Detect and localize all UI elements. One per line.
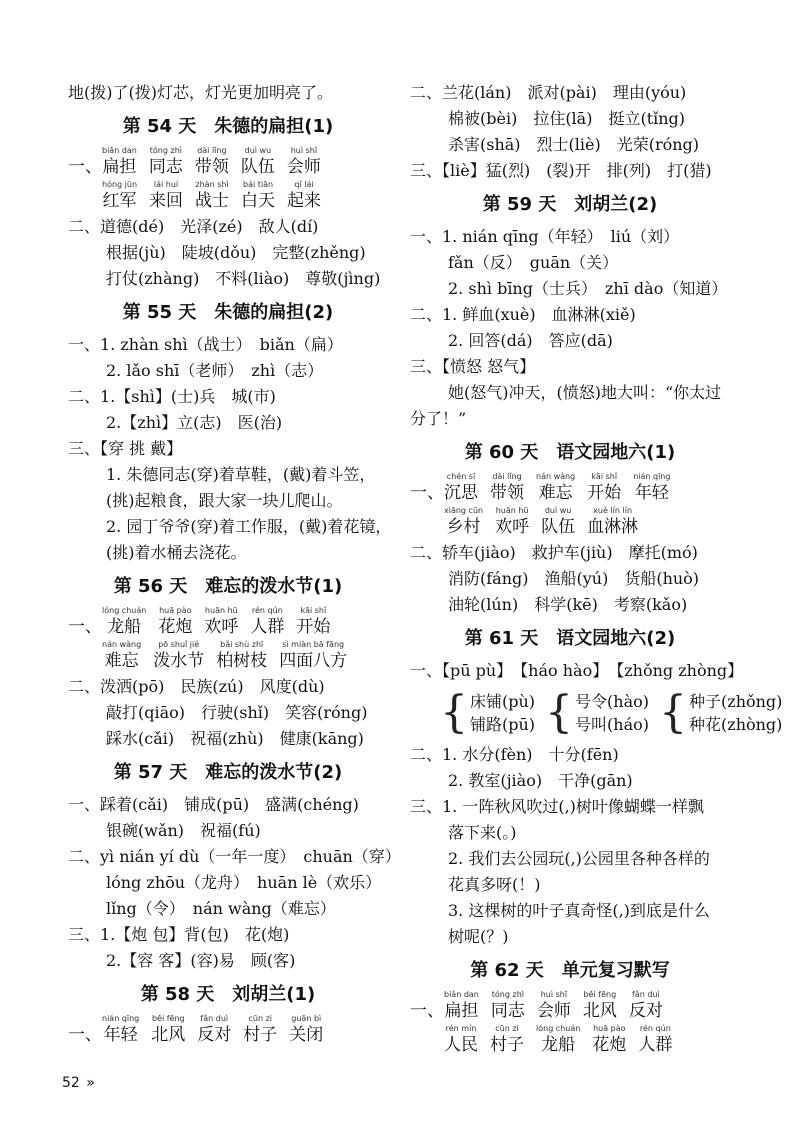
text-line: 踩水(cǎi) 祝福(zhù) 健康(kāng) xyxy=(106,729,364,748)
characters: 红军 xyxy=(102,191,137,211)
text-line: 二、1. 鲜血(xuè) 血淋淋(xiě) xyxy=(410,305,636,324)
text-line: 根据(jù) 陡坡(dǒu) 完整(zhěng) xyxy=(106,243,366,262)
characters: 年轻 xyxy=(634,483,669,503)
word xyxy=(289,1014,323,1046)
section-title-day-57: 第 57 天 难忘的泼水节(2) xyxy=(113,762,343,783)
pinyin: nán wàng xyxy=(536,472,576,481)
characters: 龙船 xyxy=(541,1035,576,1055)
word xyxy=(102,180,137,212)
pinyin: lóng chuán xyxy=(102,606,147,615)
brace-group-row xyxy=(410,687,783,738)
pinyin: lóng chuán xyxy=(536,1024,581,1033)
text-line: 消防(fáng) 渔船(yú) 货船(huò) xyxy=(448,569,700,588)
word xyxy=(216,640,267,672)
text-line: 一、【pū pù】 【háo hào】 【zhǒng zhòng】 xyxy=(410,661,744,680)
pinyin-word-row xyxy=(410,506,730,538)
text-line: 落下来(。) xyxy=(448,823,517,842)
word xyxy=(633,472,670,504)
characters: 反对 xyxy=(628,1001,663,1021)
characters: 沉思 xyxy=(444,483,478,503)
characters: 泼水节 xyxy=(153,651,205,671)
word-pair-item: 号叫(háo) xyxy=(575,715,650,734)
left-column xyxy=(68,80,401,1048)
word xyxy=(241,180,275,212)
pinyin: nián qīng xyxy=(102,1014,140,1023)
text-line: 二、yì nián yí dù（一年一度） chuān（穿） xyxy=(68,847,401,866)
pinyin: bái tiān xyxy=(242,180,274,189)
item-number: 一、 xyxy=(410,1001,444,1021)
pinyin: běi fēng xyxy=(151,1014,185,1023)
pinyin: fǎn duì xyxy=(200,1014,229,1023)
pinyin: xuè lín lín xyxy=(593,506,633,515)
pinyin-word-row xyxy=(68,606,388,638)
pinyin: biǎn dan xyxy=(444,990,479,999)
text-line: 2. 我们去公园玩(,)公园里各种各样的 xyxy=(448,849,710,868)
word xyxy=(536,472,575,504)
section-title-day-60: 第 60 天 语文园地六(1) xyxy=(464,442,676,463)
text-line: 一、1. nián qīng（年轻） liú（刘） xyxy=(410,227,680,246)
pinyin: bǎi shù zhī xyxy=(220,640,264,649)
characters: 人群 xyxy=(638,1035,673,1055)
word-pair-item: 种花(zhòng) xyxy=(689,715,783,734)
text-line: 油轮(lún) 科学(kē) 考察(kǎo) xyxy=(448,595,688,614)
pinyin: duì wu xyxy=(544,506,572,515)
section-title-day-62: 第 62 天 单元复习默写 xyxy=(470,960,670,981)
word xyxy=(287,146,321,178)
characters: 四面八方 xyxy=(279,651,348,671)
brace-icon: { xyxy=(440,687,468,738)
pinyin-word-row xyxy=(68,146,388,178)
word xyxy=(102,1014,139,1046)
pinyin: dài lǐng xyxy=(492,472,522,481)
characters: 人群 xyxy=(250,617,285,637)
pinyin: xiāng cūn xyxy=(444,506,484,515)
characters: 开始 xyxy=(296,617,331,637)
word xyxy=(444,1024,478,1056)
characters: 难忘 xyxy=(104,651,139,671)
pinyin: lái huí xyxy=(153,180,179,189)
text-line: 二、1. 水分(fèn) 十分(fēn) xyxy=(410,745,619,764)
word xyxy=(149,180,183,212)
text-line: 2. lǎo shī（老师） zhì（志） xyxy=(106,361,324,380)
text-line: 2. 回答(dá) 答应(dā) xyxy=(448,331,613,350)
word-pair-item: 种子(zhǒng) xyxy=(689,692,783,711)
pinyin: běi fēng xyxy=(583,990,617,999)
pinyin: rén qún xyxy=(251,606,283,615)
text-line: fǎn（反） guān（关） xyxy=(448,253,619,272)
pinyin: huān hū xyxy=(204,606,238,615)
text-line: 一、踩着(cǎi) 铺成(pū) 盛满(chéng) xyxy=(68,795,359,814)
word xyxy=(153,640,204,672)
characters: 花炮 xyxy=(592,1035,627,1055)
pinyin: rén qún xyxy=(639,1024,671,1033)
pinyin: nián qīng xyxy=(633,472,671,481)
text-line: 树呢(？) xyxy=(448,927,509,946)
word xyxy=(587,506,638,538)
text-line: 分了！” xyxy=(410,409,467,428)
word xyxy=(583,990,617,1022)
text-line: 2. 园丁爷爷(穿)着工作服，(戴)着花镜， xyxy=(106,517,392,536)
word-pair-item: 铺路(pū) xyxy=(470,715,536,734)
word xyxy=(296,606,330,638)
text-line: 花真多呀(！) xyxy=(448,875,541,894)
characters: 会师 xyxy=(536,1001,571,1021)
text-line: lǐng（令） nán wàng（难忘） xyxy=(106,899,336,918)
text-line: 三、【穿 挑 戴】 xyxy=(68,439,183,458)
characters: 难忘 xyxy=(538,483,573,503)
characters: 欢呼 xyxy=(204,617,239,637)
text-line: (挑)着水桶去浇花。 xyxy=(106,543,247,562)
characters: 会师 xyxy=(286,157,321,177)
text-line: lóng zhōu（龙舟） huān lè（欢乐） xyxy=(106,873,382,892)
item-number: 一、 xyxy=(68,617,102,637)
text-line: (挑)起粮食，跟大家一块儿爬山。 xyxy=(106,491,343,510)
characters: 关闭 xyxy=(289,1025,324,1045)
word xyxy=(151,1014,185,1046)
pinyin: huā pào xyxy=(159,606,192,615)
word xyxy=(241,146,275,178)
word xyxy=(541,506,575,538)
pinyin-word-row xyxy=(68,1014,388,1046)
characters: 乡村 xyxy=(446,517,481,537)
text-line: 敲打(qiāo) 行驶(shǐ) 笑容(róng) xyxy=(106,703,368,722)
word xyxy=(195,180,229,212)
text-line: 银碗(wǎn) 祝福(fú) xyxy=(106,821,261,840)
characters: 带领 xyxy=(490,483,524,503)
pinyin: guān bì xyxy=(291,1014,322,1023)
text-line: 二、道德(dé) 光泽(zé) 敌人(dí) xyxy=(68,217,319,236)
pinyin: huì shī xyxy=(540,990,568,999)
section-title-day-56: 第 56 天 难忘的泼水节(1) xyxy=(113,576,343,597)
word xyxy=(287,180,321,212)
word xyxy=(250,606,284,638)
word xyxy=(587,472,621,504)
characters: 白天 xyxy=(241,191,276,211)
text-line: 三、【愤怒 怒气】 xyxy=(410,357,536,376)
word xyxy=(592,1024,626,1056)
page-number-text: 52 xyxy=(62,1075,80,1091)
pinyin: duì wu xyxy=(244,146,272,155)
characters: 欢呼 xyxy=(495,517,530,537)
word xyxy=(195,146,229,178)
characters: 队伍 xyxy=(240,157,275,177)
text-line: 棉被(bèi) 拉住(lā) 挺立(tǐng) xyxy=(448,109,686,128)
text-line: 2.【zhì】立(志) 医(治) xyxy=(106,413,283,432)
brace-icon: { xyxy=(545,687,574,738)
pinyin: dài lǐng xyxy=(197,146,227,155)
pinyin: tóng zhì xyxy=(149,146,182,155)
word xyxy=(537,990,571,1022)
characters: 村子 xyxy=(490,1035,524,1055)
characters: 开始 xyxy=(587,483,622,503)
characters: 北风 xyxy=(151,1025,186,1045)
text-line: 2. shì bīng（士兵） zhī dào（知道） xyxy=(448,279,728,298)
word xyxy=(490,472,524,504)
section-title-day-58: 第 58 天 刘胡兰(1) xyxy=(140,984,316,1005)
word xyxy=(629,990,663,1022)
characters: 人民 xyxy=(444,1035,478,1055)
pinyin-word-row xyxy=(410,990,730,1022)
pinyin-word-row xyxy=(410,472,730,504)
text-line: 三、【liè】猛(烈) (裂)开 排(列) 打(猎) xyxy=(410,161,712,180)
pinyin: zhàn shì xyxy=(195,180,229,189)
pinyin: huā pào xyxy=(593,1024,626,1033)
word xyxy=(102,146,137,178)
pinyin: sì miàn bā fāng xyxy=(282,640,345,649)
text-line: 三、1. 一阵秋风吹过(,)树叶像蝴蝶一样飘 xyxy=(410,797,704,816)
word xyxy=(444,506,483,538)
pinyin: cūn zi xyxy=(248,1014,273,1023)
item-number: 一、 xyxy=(68,157,102,177)
section-title-day-59: 第 59 天 刘胡兰(2) xyxy=(482,194,658,215)
text-line: 1. 朱德同志(穿)着草鞋，(戴)着斗笠， xyxy=(106,465,376,484)
characters: 战士 xyxy=(195,191,230,211)
text-line: 她(怒气)冲天，(愤怒)地大叫：“你太过 xyxy=(448,383,722,402)
characters: 年轻 xyxy=(103,1025,138,1045)
text-line: 地(拨)了(拨)灯芯，灯光更加明亮了。 xyxy=(68,83,333,102)
characters: 扁担 xyxy=(444,1001,479,1021)
pinyin: tóng zhì xyxy=(491,990,524,999)
brace-icon: { xyxy=(659,687,688,738)
characters: 起来 xyxy=(287,191,322,211)
word xyxy=(158,606,192,638)
characters: 同志 xyxy=(490,1001,525,1021)
pinyin: kāi shǐ xyxy=(300,606,327,615)
text-line: 杀害(shā) 烈士(liè) 光荣(róng) xyxy=(448,135,700,154)
text-line: 2. 教室(jiào) 干净(gān) xyxy=(448,771,633,790)
word xyxy=(149,146,183,178)
characters: 来回 xyxy=(149,191,184,211)
characters: 同志 xyxy=(148,157,183,177)
word xyxy=(536,1024,580,1056)
word xyxy=(444,990,479,1022)
word-pair-item: 床铺(pù) xyxy=(470,692,536,711)
characters: 北风 xyxy=(582,1001,617,1021)
pinyin: kāi shǐ xyxy=(591,472,618,481)
characters: 扁担 xyxy=(102,157,137,177)
pinyin: rén mín xyxy=(445,1024,477,1033)
section-title-day-61: 第 61 天 语文园地六(2) xyxy=(464,628,676,649)
pinyin-word-row xyxy=(68,640,388,672)
text-line: 三、1.【炮 包】背(包) 花(炮) xyxy=(68,925,290,944)
section-title-day-55: 第 55 天 朱德的扁担(2) xyxy=(122,302,334,323)
pinyin: nán wàng xyxy=(102,640,142,649)
pinyin: biǎn dan xyxy=(102,146,137,155)
pinyin-word-row xyxy=(68,180,388,212)
right-column xyxy=(410,80,783,1058)
text-line: 2.【容 客】(容)易 顾(客) xyxy=(106,951,296,970)
item-number: 一、 xyxy=(68,1025,102,1045)
chevron-right-icon: » xyxy=(86,1075,95,1091)
word xyxy=(495,506,529,538)
word xyxy=(490,1024,524,1056)
word xyxy=(102,640,141,672)
pinyin: huān hū xyxy=(495,506,529,515)
word xyxy=(243,1014,277,1046)
pinyin: qǐ lái xyxy=(294,180,314,189)
page-number xyxy=(62,1075,95,1091)
text-line: 一、1. zhàn shì（战士） biǎn（扁） xyxy=(68,335,343,354)
text-line: 打仗(zhàng) 不料(liào) 尊敬(jìng) xyxy=(106,269,381,288)
text-line: 二、1.【shì】(士)兵 城(市) xyxy=(68,387,276,406)
characters: 血淋淋 xyxy=(587,517,639,537)
word xyxy=(279,640,347,672)
word xyxy=(102,606,146,638)
text-line: 3. 这棵树的叶子真奇怪(,)到底是什么 xyxy=(448,901,710,920)
word xyxy=(204,606,238,638)
pinyin: cūn zi xyxy=(495,1024,519,1033)
pinyin: huì shī xyxy=(290,146,318,155)
word xyxy=(444,472,478,504)
section-title-day-54: 第 54 天 朱德的扁担(1) xyxy=(122,116,334,137)
word-pair-item: 号令(hào) xyxy=(575,692,650,711)
characters: 龙船 xyxy=(107,617,142,637)
item-number: 一、 xyxy=(410,483,444,503)
pinyin-word-row xyxy=(410,1024,730,1056)
characters: 花炮 xyxy=(158,617,193,637)
characters: 村子 xyxy=(243,1025,278,1045)
characters: 反对 xyxy=(197,1025,232,1045)
pinyin: fǎn duì xyxy=(632,990,660,999)
characters: 柏树枝 xyxy=(216,651,268,671)
text-line: 二、轿车(jiào) 救护车(jiù) 摩托(mó) xyxy=(410,543,698,562)
word xyxy=(197,1014,231,1046)
word xyxy=(491,990,525,1022)
pinyin: chén sī xyxy=(446,472,476,481)
pinyin: pō shuǐ jié xyxy=(158,640,200,649)
characters: 带领 xyxy=(194,157,229,177)
text-line: 二、兰花(lán) 派对(pài) 理由(yóu) xyxy=(410,83,687,102)
characters: 队伍 xyxy=(541,517,576,537)
word xyxy=(638,1024,672,1056)
text-line: 二、泼洒(pō) 民族(zú) 风度(dù) xyxy=(68,677,325,696)
pinyin: hóng jūn xyxy=(102,180,138,189)
